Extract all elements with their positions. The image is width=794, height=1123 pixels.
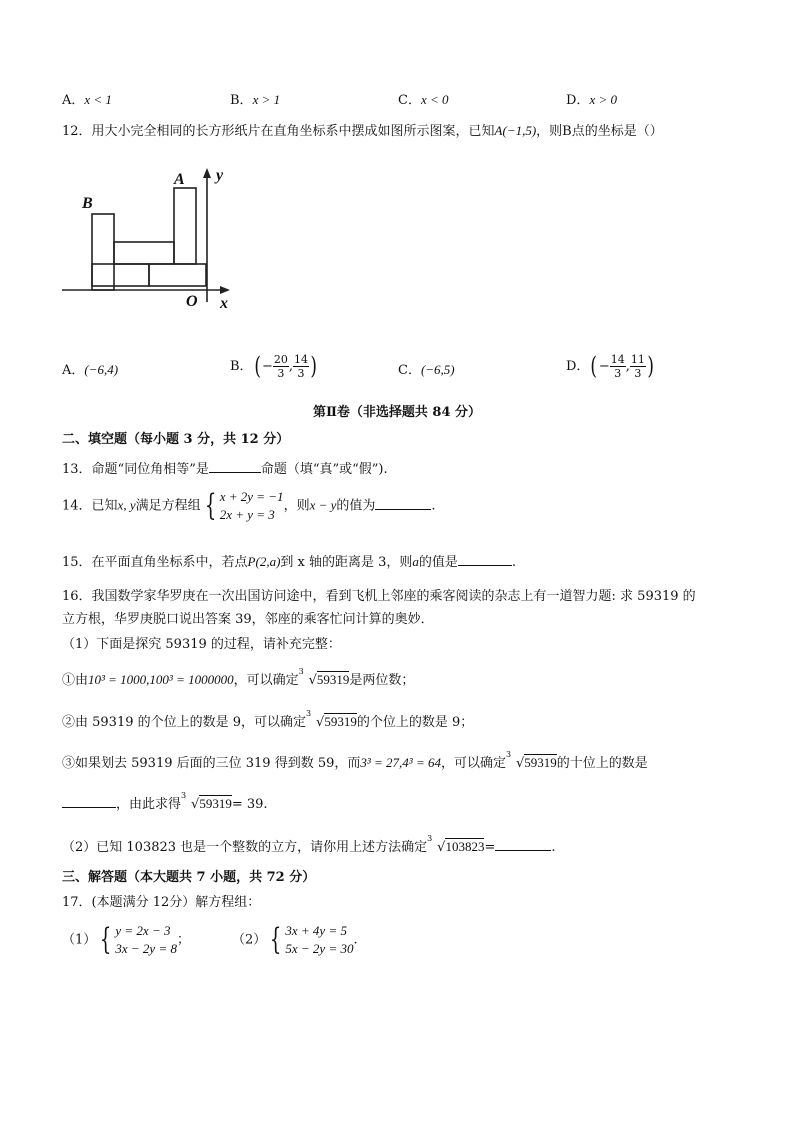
- figure-label-b: B: [82, 195, 93, 212]
- q14-answer-blank[interactable]: [375, 497, 431, 510]
- q11-option-c: C．x < 0: [398, 92, 449, 108]
- figure-rect-a: [174, 188, 196, 264]
- q16-step3-answer-blank[interactable]: [62, 795, 116, 808]
- q11-option-a: A．x < 1: [62, 92, 112, 108]
- section2-title: 二、填空题（每小题 3 分，共 12 分）: [62, 432, 290, 447]
- q16-part1: （1）下面是探究 59319 的过程，请补充完整：: [62, 637, 341, 652]
- q12-figure: [62, 162, 242, 332]
- q12-option-b: B．(− $\frac{20}{3}$ , $\frac{14}{3}$ ): [230, 352, 317, 380]
- q12-option-d: D．(− $\frac{14}{3}$ , $\frac{11}{3}$ ): [566, 352, 654, 380]
- q16-step3-cont: ，由此求得 3 √59319= 39.: [62, 795, 268, 813]
- q16-line1: 16．我国数学家华罗庚在一次出国访问途中，看到飞机上邻座的乘客阅读的杂志上有一道智力题: 求 59319 的: [62, 589, 696, 604]
- q11-option-b: B．x > 1: [230, 92, 281, 108]
- figure-y-arrow: [203, 168, 211, 178]
- q11-option-d: D．x > 0: [566, 92, 617, 108]
- q17-part2: （2） { 3x + 4y = 5 5x − 2y = 30 .: [232, 922, 358, 957]
- figure-rect-bottom-right: [149, 264, 206, 286]
- q15-answer-blank[interactable]: [458, 553, 512, 566]
- figure-label-a: A: [174, 171, 185, 188]
- q16-line2: 立方根，华罗庚脱口说出答案 39，邻座的乘客忙问计算的奥妙．: [62, 612, 434, 627]
- part2-title: 第Ⅱ卷（非选择题共 84 分）: [312, 405, 482, 420]
- section3-title: 三、解答题（本大题共 7 小题，共 72 分）: [62, 870, 316, 885]
- q16-part2-answer-blank[interactable]: [495, 838, 551, 851]
- q12-option-a: A．(−6,4): [62, 362, 119, 378]
- q13: 13．命题“同位角相等”是 命题（填“真”或“假”).: [62, 462, 388, 477]
- q13-answer-blank[interactable]: [209, 460, 261, 473]
- figure-x-arrow: [220, 286, 230, 294]
- q16-part2: （2）已知 103823 也是一个整数的立方，请你用上述方法确定 3 √103823= .: [62, 834, 556, 855]
- q17-part1: （1） { y = 2x − 3 3x − 2y = 8 ；: [62, 922, 190, 957]
- figure-rect-bottom-left: [92, 264, 149, 286]
- q16-step3: ③如果划去 59319 后面的三位 319 得到数 59，而3³ = 27,4³ = 64，可以确定 3 √59319的十位上的数是: [62, 750, 648, 771]
- q12-option-c: C．(−6,5): [398, 362, 455, 378]
- q16-step1: ①由10³ = 1000,100³ = 1000000，可以确定 3 √59319是两位数；: [62, 667, 415, 688]
- q16-step2: ②由 59319 的个位上的数是 9，可以确定 3 √59319的个位上的数是 9；: [62, 709, 474, 730]
- q15: 15．在平面直角坐标系中，若点P(2,a)到 x 轴的距离是 3，则a的值是 .: [62, 554, 517, 570]
- q12-stem: 12．用大小完全相同的长方形纸片在直角坐标系中摆成如图所示图案，已知A(−1,5)，则B点的坐标是（）: [62, 123, 663, 139]
- figure-label-y: y: [216, 167, 224, 184]
- figure-label-o: O: [186, 293, 198, 310]
- figure-label-x: x: [220, 295, 228, 312]
- figure-rect-b: [92, 214, 114, 290]
- q17-stem: 17．(本题满分 12分）解方程组：: [62, 895, 261, 910]
- q14: 14．已知x, y满足方程组 { x + 2y = −1 2x + y = 3 ，则x − y的值为 .: [62, 488, 436, 523]
- figure-rect-mid: [114, 242, 174, 264]
